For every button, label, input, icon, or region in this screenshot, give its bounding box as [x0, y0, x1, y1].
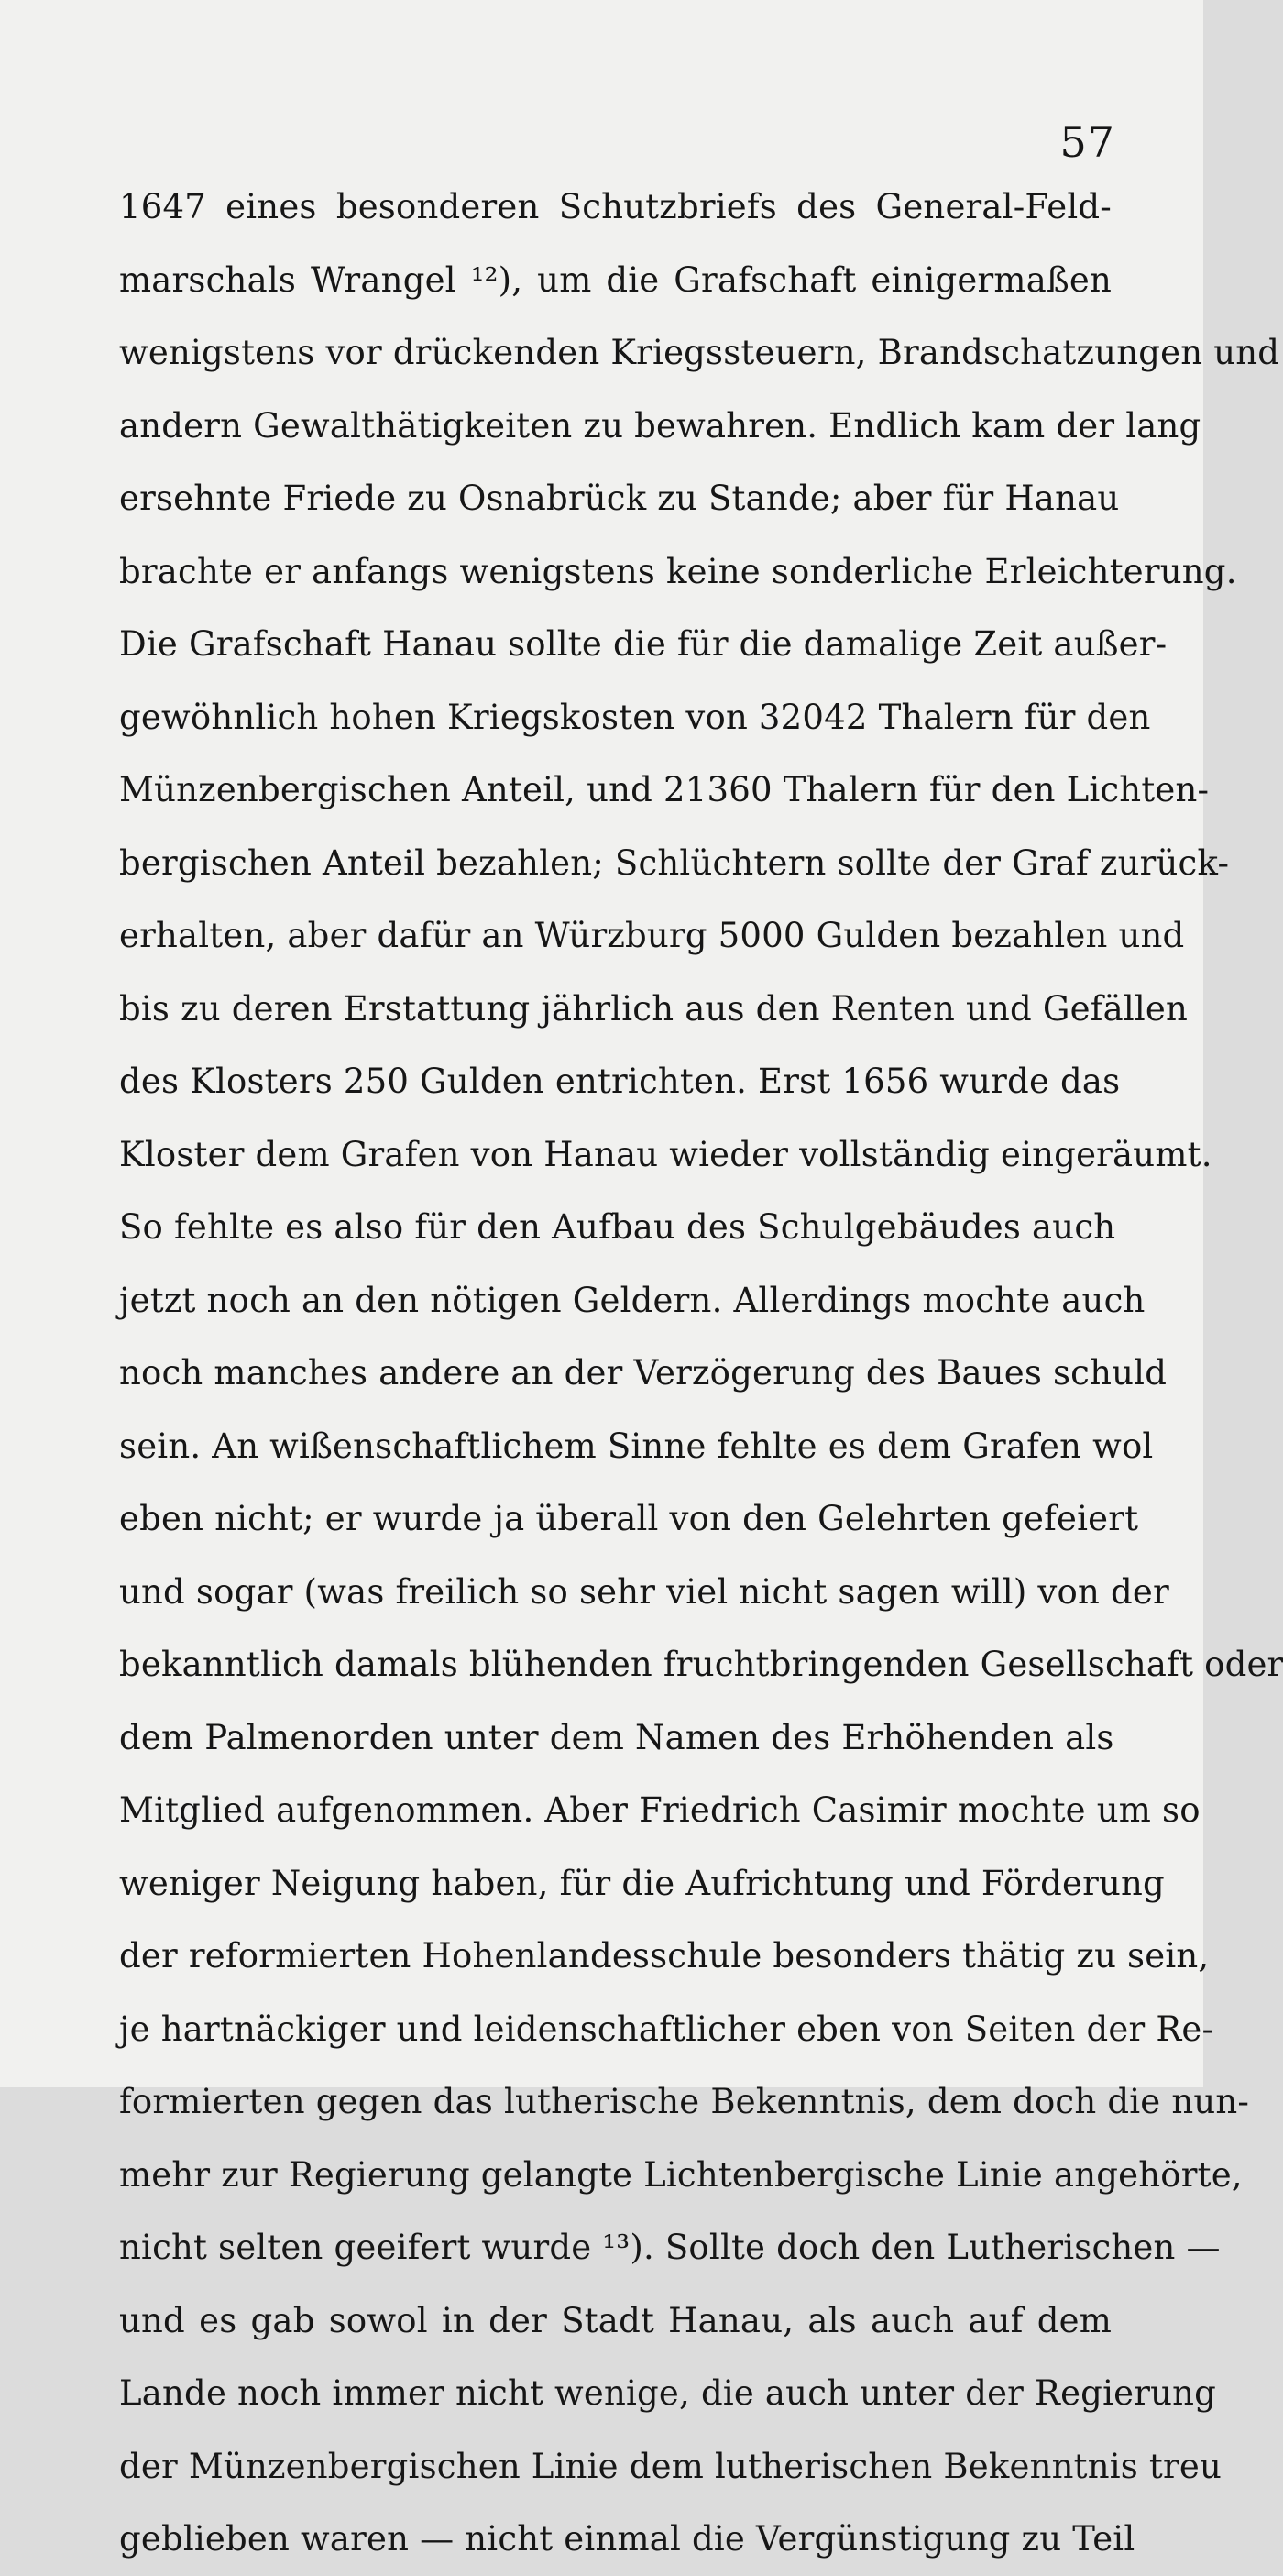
text-line: Lande noch immer nicht wenige, die auch unter der Regierung — [119, 2373, 1217, 2413]
text-line: je hartnäckiger und leidenschaftlicher eben von Seiten der Re- — [119, 2009, 1214, 2049]
text-line: des Klosters 250 Gulden entrichten. Erst 1656 wurde das — [119, 1062, 1121, 1101]
text-line: gewöhnlich hohen Kriegskosten von 32042 Thalern für den — [119, 697, 1151, 737]
text-line: jetzt noch an den nötigen Geldern. Allerdings mochte auch — [119, 1280, 1146, 1320]
text-line: erhalten, aber dafür an Würzburg 5000 Gulden bezahlen und — [119, 916, 1185, 955]
text-line: bergischen Anteil bezahlen; Schlüchtern sollte der Graf zurück- — [119, 842, 1230, 883]
text-line: Die Grafschaft Hanau sollte die für die damalige Zeit außer- — [119, 624, 1168, 664]
text-line: formierten gegen das lutherische Bekenntnis, dem doch die nun- — [119, 2082, 1250, 2121]
text-line: wenigstens vor drückenden Kriegssteuern, Brandschatzungen und — [119, 333, 1280, 372]
text-line: sein. An wißenschaftlichem Sinne fehlte es dem Grafen wol — [119, 1426, 1154, 1466]
text-line: 1647 eines besonderen Schutzbriefs des General-Feld- — [119, 187, 1112, 226]
text-line: weniger Neigung haben, für die Aufrichtung und Förderung — [119, 1863, 1165, 1903]
text-line: bekanntlich damals blühenden fruchtbringenden Gesellschaft oder — [119, 1645, 1283, 1684]
text-line: eben nicht; er wurde ja überall von den Gelehrten gefeiert — [119, 1499, 1139, 1538]
page-number: 57 — [1059, 117, 1115, 167]
text-line: und sogar (was freilich so sehr viel nicht sagen will) von der — [119, 1571, 1169, 1612]
text-line: Mitglied aufgenommen. Aber Friedrich Casimir mochte um so — [119, 1790, 1201, 1830]
text-line: Kloster dem Grafen von Hanau wieder vollständig eingeräumt. — [119, 1134, 1212, 1174]
text-line: nicht selten geeifert wurde ¹³). Sollte doch den Lutherischen — — [119, 2228, 1221, 2267]
body-text — [119, 171, 1283, 2576]
text-line: brachte er anfangs wenigstens keine sonderliche Erleichterung. — [119, 551, 1237, 591]
text-line: geblieben waren — nicht einmal die Vergünstigung zu Teil — [119, 2519, 1135, 2559]
text-line: dem Palmenorden unter dem Namen des Erhöhenden als — [119, 1717, 1114, 1757]
text-line: Münzenbergischen Anteil, und 21360 Thalern für den Lichten- — [119, 770, 1210, 809]
text-line: So fehlte es also für den Aufbau des Schulgebäudes auch — [119, 1207, 1116, 1247]
text-line: der reformierten Hohenlandesschule besonders thätig zu sein, — [119, 1936, 1210, 1976]
text-line: ersehnte Friede zu Osnabrück zu Stande; aber für Hanau — [119, 479, 1120, 518]
text-line: der Münzenbergischen Linie dem lutherischen Bekenntnis treu — [119, 2446, 1222, 2486]
text-line: mehr zur Regierung gelangte Lichtenbergische Linie angehörte, — [119, 2154, 1243, 2195]
text-line: bis zu deren Erstattung jährlich aus den Renten und Gefällen — [119, 988, 1189, 1029]
text-line: andern Gewalthätigkeiten zu bewahren. Endlich kam der lang — [119, 405, 1201, 446]
text-line: noch manches andere an der Verzögerung des Baues schuld — [119, 1353, 1168, 1393]
text-line: und es gab sowol in der Stadt Hanau, als auch auf dem — [119, 2300, 1112, 2340]
text-line: marschals Wrangel ¹²), um die Grafschaft einigermaßen — [119, 259, 1112, 300]
